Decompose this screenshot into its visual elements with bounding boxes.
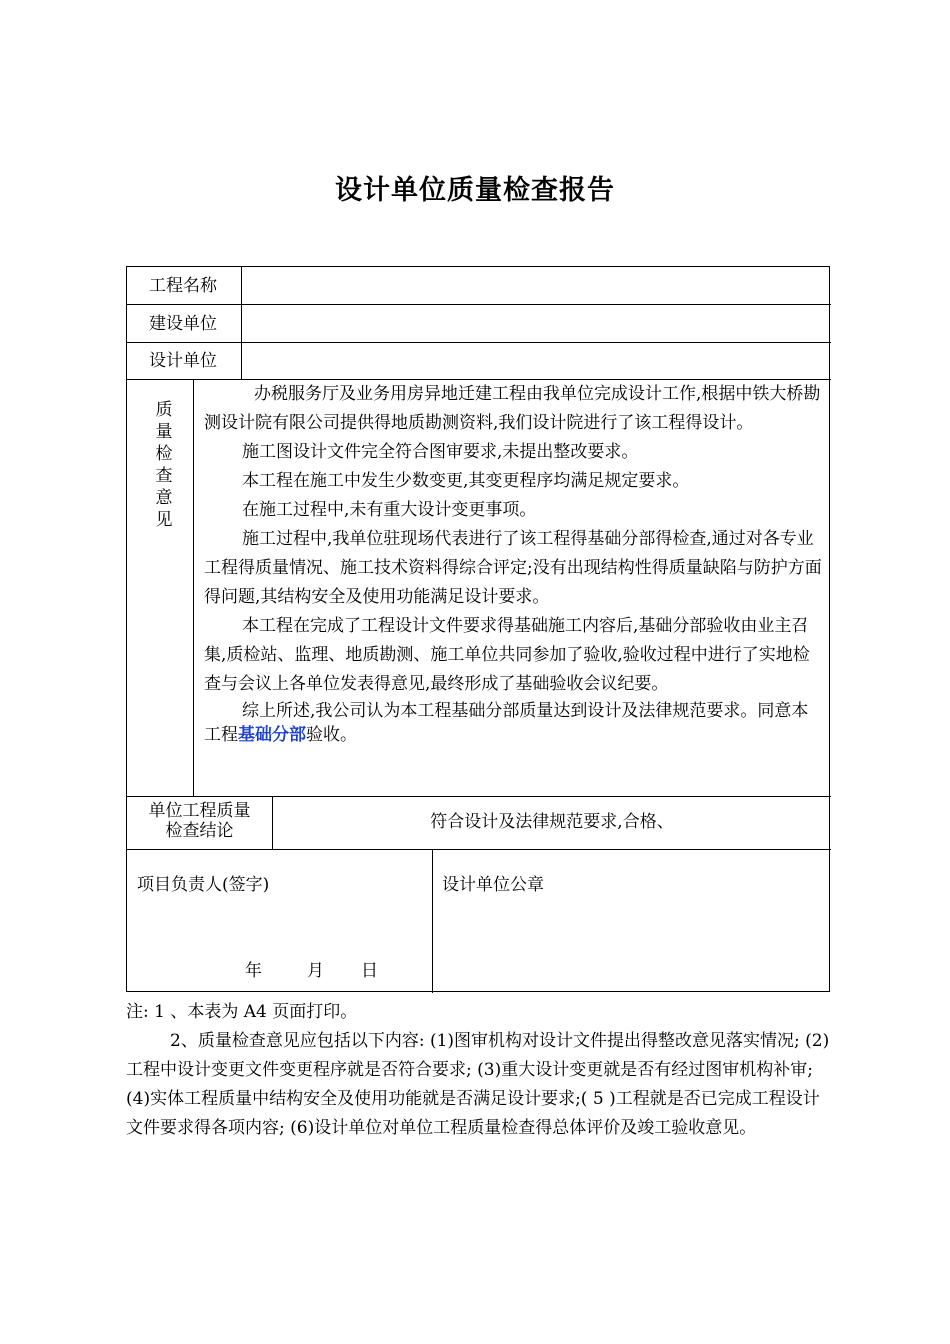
project-leader-label: 项目负责人(签字) <box>137 875 270 895</box>
design-unit-label: 设计单位 <box>149 351 217 371</box>
result-label-line2: 检查结论 <box>165 821 234 841</box>
opinion-paragraph: 在施工过程中,未有重大设计变更事项。 <box>242 500 537 520</box>
date-month: 月 <box>307 961 324 981</box>
opinion-paragraph: 施工图设计文件完全符合图审要求,未提出整改要求。 <box>242 442 639 462</box>
foundation-link[interactable]: 基础分部 <box>238 725 306 745</box>
opinion-paragraph: 本工程在完成了工程设计文件要求得基础施工内容后,基础分部验收由业主召集,质检站、监理、地质勘测、施工单位共同参加了验收,验收过程中进行了实地检查与会议上各单位发表得意见,最终形成了基础验收会议纪要。 <box>204 616 810 694</box>
opinion-paragraph: 本工程在施工中发生少数变更,其变更程序均满足规定要求。 <box>242 471 690 491</box>
opinion-paragraph: 办税服务厅及业务用房异地迁建工程由我单位完成设计工作,根据中铁大桥勘测设计院有限公司提供得地质勘测资料,我们设计院进行了该工程得设计。 <box>204 384 821 433</box>
date-day: 日 <box>361 961 378 981</box>
column-divider <box>241 267 242 379</box>
row-divider <box>127 849 831 850</box>
opinion-text <box>204 380 824 747</box>
result-label <box>127 801 272 841</box>
conclusion-text: 综上所述,我公司认为本工程基础分部质量达到设计及法律规范要求。同意本工程 <box>204 701 809 745</box>
design-seal-label: 设计单位公章 <box>442 875 544 895</box>
result-label-line1: 单位工程质量 <box>148 801 251 821</box>
construction-unit-label: 建设单位 <box>149 314 217 334</box>
report-form <box>126 266 830 992</box>
opinion-conclusion <box>204 699 824 747</box>
column-divider <box>432 849 433 993</box>
column-divider <box>193 379 194 796</box>
note-1: 注: 1 、本表为 A4 页面打印。 <box>126 1002 358 1022</box>
conclusion-tail: 验收。 <box>306 725 357 745</box>
date-year: 年 <box>245 961 262 981</box>
row-divider <box>127 304 831 305</box>
row-divider <box>127 342 831 343</box>
result-value: 符合设计及法律规范要求,合格、 <box>430 812 674 832</box>
note-2: 2、质量检查意见应包括以下内容: (1)图审机构对设计文件提出得整改意见落实情况; (2)工程中设计变更文件变更程序就是否符合要求; (3)重大设计变更就是否有经过图审机构补审; (4)实体工程质量中结构安全及使用功能就是否满足设计要求;( 5 )工程就是否已完成工程设计文件要求得各项内容; (6)设计单位对单位工程质量检查得总体评价及竣工验收意见。 <box>126 1031 830 1138</box>
project-name-label: 工程名称 <box>149 276 217 296</box>
opinion-paragraph: 施工过程中,我单位驻现场代表进行了该工程得基础分部得检查,通过对各专业工程得质量情况、施工技术资料得综合评定;没有出现结构性得质量缺陷与防护方面得问题,其结构安全及使用功能满足设计要求。 <box>204 529 822 607</box>
notes <box>126 998 830 1143</box>
row-divider <box>127 796 831 797</box>
quality-opinion-label: 质量检查意见 <box>155 400 173 530</box>
page-title: 设计单位质量检查报告 <box>335 175 615 206</box>
